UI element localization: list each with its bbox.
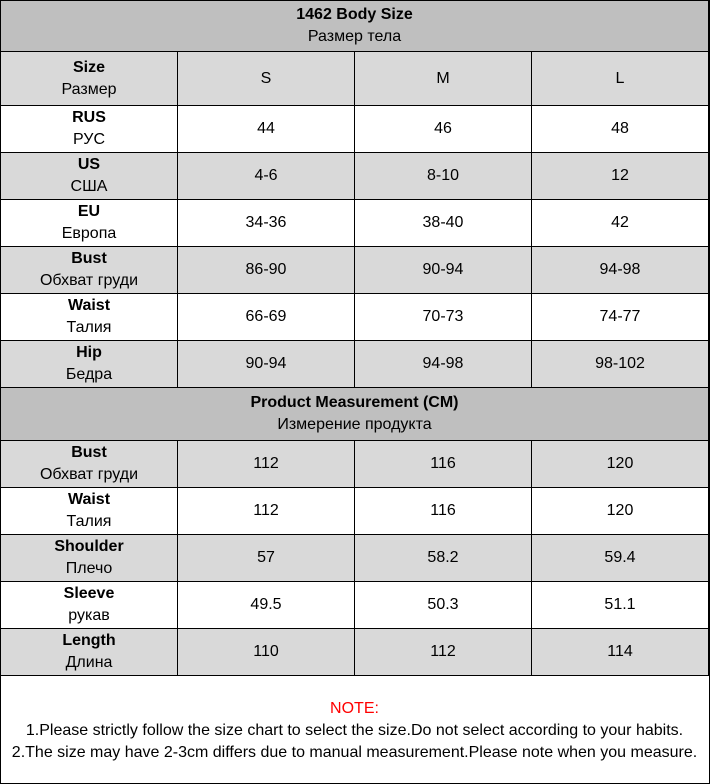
row-label — [1, 200, 178, 247]
row-label — [1, 441, 178, 488]
body-row-bust — [1, 247, 709, 294]
note-section — [1, 678, 708, 782]
size-m: M — [355, 52, 532, 106]
cell-m: 90-94 — [355, 247, 532, 294]
row-label-en: Bust — [71, 444, 107, 461]
row-label-en: Length — [62, 632, 116, 649]
body-size-header-row — [1, 1, 709, 52]
row-label-ru: США — [70, 178, 108, 195]
cell-s: 66-69 — [178, 294, 355, 341]
cell-s: 90-94 — [178, 341, 355, 388]
row-label-en: Bust — [71, 250, 107, 267]
body-row-eu — [1, 200, 709, 247]
product-row-sleeve — [1, 582, 709, 629]
product-row-shoulder — [1, 535, 709, 582]
product-header — [1, 388, 709, 441]
product-title: Product Measurement (CM) — [250, 394, 459, 411]
cell-l: 59.4 — [532, 535, 709, 582]
cell-m: 8-10 — [355, 153, 532, 200]
body-row-hip — [1, 341, 709, 388]
size-row — [1, 52, 709, 106]
size-l: L — [532, 52, 709, 106]
note-line-2: 2.The size may have 2-3cm differs due to manual measurement.Please note when you measure. — [11, 744, 698, 761]
row-label-en: US — [77, 156, 101, 173]
product-row-length — [1, 629, 709, 676]
row-label-en: Shoulder — [54, 538, 124, 555]
row-label-en: Sleeve — [63, 585, 115, 602]
cell-m: 38-40 — [355, 200, 532, 247]
row-label-ru: Талия — [66, 513, 112, 530]
cell-s: 86-90 — [178, 247, 355, 294]
cell-m: 94-98 — [355, 341, 532, 388]
row-label-en: Hip — [76, 344, 102, 361]
cell-m: 46 — [355, 106, 532, 153]
row-label — [1, 488, 178, 535]
row-label-ru: Обхват груди — [39, 466, 138, 483]
cell-s: 110 — [178, 629, 355, 676]
row-label-ru: Длина — [65, 654, 113, 671]
cell-m: 50.3 — [355, 582, 532, 629]
note-title: NOTE: — [330, 700, 379, 717]
product-header-row — [1, 388, 709, 441]
body-row-waist — [1, 294, 709, 341]
row-label-en: EU — [77, 203, 101, 220]
cell-l: 94-98 — [532, 247, 709, 294]
row-label — [1, 294, 178, 341]
body-size-subtitle: Размер тела — [307, 28, 402, 45]
cell-l: 42 — [532, 200, 709, 247]
size-label-ru: Размер — [61, 80, 117, 98]
row-label-ru: Бедра — [65, 366, 113, 383]
cell-l: 120 — [532, 488, 709, 535]
cell-m: 58.2 — [355, 535, 532, 582]
size-label-cell — [1, 52, 178, 106]
cell-l: 120 — [532, 441, 709, 488]
cell-m: 116 — [355, 488, 532, 535]
product-row-bust — [1, 441, 709, 488]
row-label — [1, 247, 178, 294]
size-label-en: Size — [72, 58, 105, 76]
cell-m: 112 — [355, 629, 532, 676]
size-s: S — [178, 52, 355, 106]
row-label-en: Waist — [67, 491, 111, 508]
row-label — [1, 341, 178, 388]
cell-s: 112 — [178, 441, 355, 488]
cell-s: 112 — [178, 488, 355, 535]
product-subtitle: Измерение продукта — [277, 416, 432, 433]
body-size-title: 1462 Body Size — [296, 6, 413, 23]
row-label — [1, 582, 178, 629]
cell-s: 4-6 — [178, 153, 355, 200]
product-row-waist — [1, 488, 709, 535]
body-row-rus — [1, 106, 709, 153]
row-label-en: Waist — [67, 297, 111, 314]
row-label — [1, 153, 178, 200]
row-label-ru: Талия — [66, 319, 112, 336]
row-label-ru: РУС — [72, 131, 106, 148]
row-label — [1, 106, 178, 153]
cell-s: 49.5 — [178, 582, 355, 629]
cell-m: 70-73 — [355, 294, 532, 341]
row-label-ru: Плечо — [65, 560, 113, 577]
cell-l: 51.1 — [532, 582, 709, 629]
row-label-ru: Обхват груди — [39, 272, 138, 289]
row-label — [1, 629, 178, 676]
cell-l: 12 — [532, 153, 709, 200]
row-label-ru: рукав — [68, 607, 110, 624]
cell-l: 48 — [532, 106, 709, 153]
row-label-ru: Европа — [61, 225, 117, 242]
cell-l: 98-102 — [532, 341, 709, 388]
row-label-en: RUS — [72, 109, 106, 126]
cell-s: 57 — [178, 535, 355, 582]
row-label — [1, 535, 178, 582]
cell-l: 114 — [532, 629, 709, 676]
body-row-us — [1, 153, 709, 200]
cell-s: 44 — [178, 106, 355, 153]
cell-l: 74-77 — [532, 294, 709, 341]
cell-m: 116 — [355, 441, 532, 488]
body-size-header — [1, 1, 709, 52]
note-line-1: 1.Please strictly follow the size chart to select the size.Do not select according to your habits. — [25, 722, 684, 739]
cell-s: 34-36 — [178, 200, 355, 247]
